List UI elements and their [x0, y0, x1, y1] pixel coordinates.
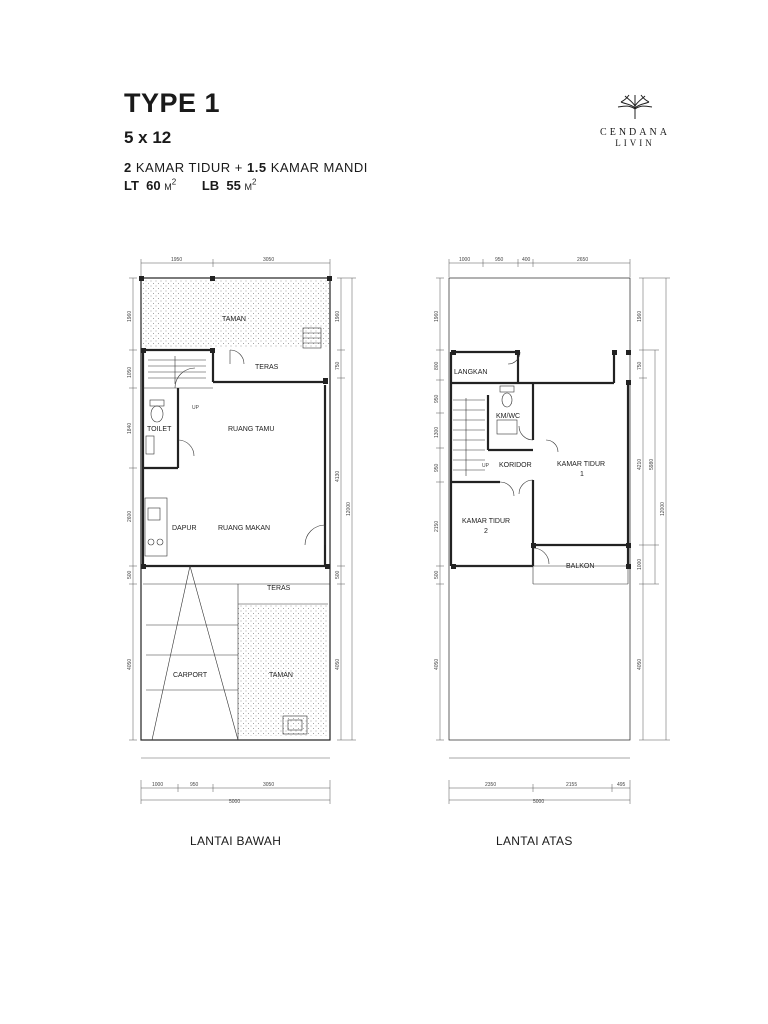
dim-up-left-4: 1300 — [434, 426, 440, 438]
label-kmwc: KM/WC — [496, 413, 521, 420]
dim-up-bot-2: 2155 — [566, 782, 578, 788]
caption-lantai-bawah: LANTAI BAWAH — [190, 834, 282, 848]
dim-right-1: 1960 — [335, 310, 341, 322]
dim-up-left-8: 4050 — [434, 658, 440, 670]
dim-up-bot-total: 5000 — [533, 799, 545, 805]
label-ruang-tamu: RUANG TAMU — [228, 426, 275, 433]
label-ruang-makan: RUANG MAKAN — [218, 525, 271, 532]
label-carport: CARPORT — [173, 672, 208, 679]
label-kamar-2-line2: 2 — [484, 528, 488, 535]
dim-bot-1: 1000 — [152, 782, 164, 788]
dim-up-right-4: 5980 — [649, 458, 655, 470]
dim-bot-2: 950 — [190, 782, 199, 788]
lot-size: 5 x 12 — [124, 128, 172, 147]
dim-left-6: 4050 — [127, 658, 133, 670]
dim-up-bot-3: 495 — [617, 782, 626, 788]
dim-up-left-2: 800 — [434, 361, 440, 370]
label-dapur: DAPUR — [172, 525, 197, 532]
dim-right-2: 750 — [335, 361, 341, 370]
dim-bot-total: 5000 — [229, 799, 241, 805]
label-taman-back: TAMAN — [222, 316, 246, 323]
dim-up-right-total: 12000 — [660, 502, 666, 516]
dim-top-1: 1950 — [171, 257, 183, 263]
label-taman-front: TAMAN — [269, 672, 293, 679]
plan-title: TYPE 1 — [124, 88, 221, 118]
label-teras-back: TERAS — [255, 364, 279, 371]
label-kamar-1-line2: 1 — [580, 471, 584, 478]
dim-up-top-1: 1000 — [459, 257, 471, 263]
dim-up-top-3: 400 — [522, 257, 531, 263]
caption-lantai-atas: LANTAI ATAS — [496, 834, 573, 848]
dim-up-left-1: 1960 — [434, 310, 440, 322]
dim-up-top-2: 950 — [495, 257, 504, 263]
dim-top-2: 3050 — [263, 257, 275, 263]
bedroom-label: KAMAR TIDUR + — [131, 160, 247, 175]
logo-brand: CENDANA — [600, 127, 670, 138]
logo-sub: LIVIN — [615, 138, 655, 148]
dim-left-5: 500 — [127, 570, 133, 579]
label-up-upper: UP — [482, 463, 489, 469]
dim-left-4: 2600 — [127, 510, 133, 522]
dim-up-left-5: 950 — [434, 463, 440, 472]
dim-right-3: 4130 — [335, 470, 341, 482]
building-area: LB 55 $M^2$ — [201, 178, 257, 194]
bedroom-count: 2 — [124, 160, 132, 175]
label-balkon: BALKON — [566, 563, 595, 570]
dim-left-2: 1050 — [127, 366, 133, 378]
dim-left-1: 1960 — [127, 310, 133, 322]
dim-right-5: 4050 — [335, 658, 341, 670]
dim-up-right-6: 4050 — [637, 658, 643, 670]
label-langkan: LANGKAN — [454, 369, 488, 376]
bathroom-count: 1.5 — [247, 160, 267, 175]
land-area: LT 60 $M^2$ — [124, 178, 177, 194]
dim-up-right-2: 750 — [637, 361, 643, 370]
label-kamar-2-line1: KAMAR TIDUR — [462, 518, 511, 525]
dim-up-right-5: 1000 — [637, 558, 643, 570]
dim-up-bot-1: 2350 — [485, 782, 497, 788]
label-teras-front: TERAS — [267, 585, 291, 592]
label-koridor: KORIDOR — [499, 462, 532, 469]
dim-left-3: 1840 — [127, 422, 133, 434]
dim-up-left-6: 2150 — [434, 520, 440, 532]
dim-up-left-3: 950 — [434, 394, 440, 403]
dim-up-top-4: 2650 — [577, 257, 589, 263]
dim-right-total: 12000 — [346, 502, 352, 516]
dim-up-right-3: 4210 — [637, 458, 643, 470]
label-up-ground: UP — [192, 405, 199, 411]
dim-bot-3: 3050 — [263, 782, 275, 788]
label-kamar-1-line1: KAMAR TIDUR — [557, 461, 606, 468]
dim-right-4: 500 — [335, 570, 341, 579]
ground-floor-plan — [127, 257, 356, 805]
dim-up-left-7: 500 — [434, 570, 440, 579]
label-toilet: TOILET — [147, 426, 172, 433]
bathroom-label: KAMAR MANDI — [266, 160, 368, 175]
upper-floor-plan — [434, 257, 670, 805]
dim-up-right-1: 1960 — [637, 310, 643, 322]
